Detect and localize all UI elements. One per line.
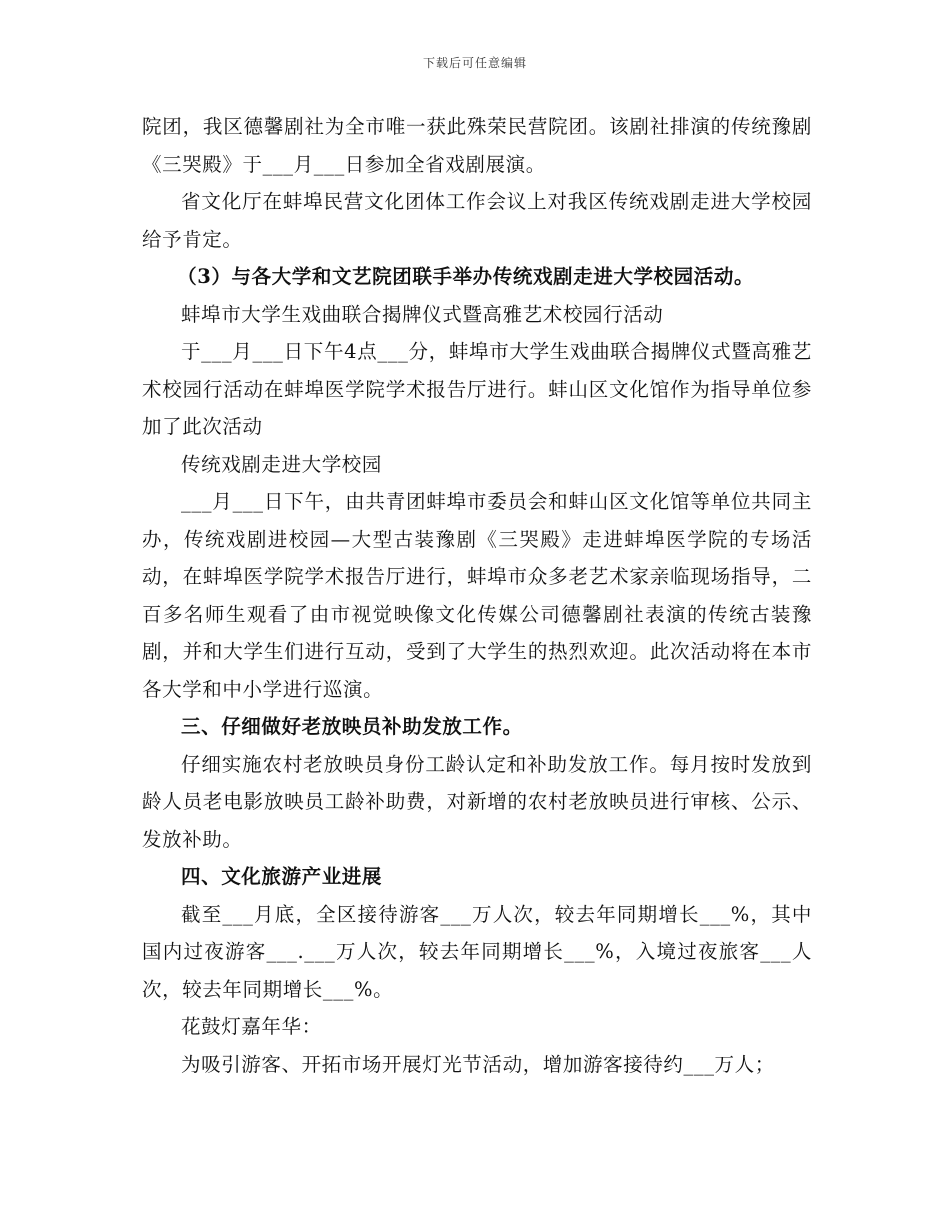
paragraph: ___月___日下午，由共青团蚌埠市委员会和蚌山区文化馆等单位共同主办，传统戏剧进校园—大型古装豫剧《三哭殿》走进蚌埠医学院的专场活动，在蚌埠医学院学术报告厅进行，蚌埠市众多老艺术家亲临现场指导，二百多名师生观看了由市视觉映像文化传媒公司德馨剧社表演的传统古装豫剧，并和大学生们进行互动，受到了大学生的热烈欢迎。此次活动将在本市各大学和中小学进行巡演。 xyxy=(142,490,812,701)
paragraph: 院团，我区德馨剧社为全市唯一获此殊荣民营院团。该剧社排演的传统豫剧《三哭殿》于___月___日参加全省戏剧展演。 xyxy=(142,115,812,176)
document-body xyxy=(142,108,812,1083)
section-heading: 三、仔细做好老放映员补助发放工作。 xyxy=(181,715,523,738)
paragraph: 花鼓灯嘉年华： xyxy=(181,1015,322,1038)
paragraph: 截至___月底，全区接待游客___万人次，较去年同期增长___%，其中国内过夜游客___.___万人次，较去年同期增长___%，入境过夜旅客___人次，较去年同期增长___%。 xyxy=(142,902,812,1001)
paragraph: 于___月___日下午4点___分，蚌埠市大学生戏曲联合揭牌仪式暨高雅艺术校园行活动在蚌埠医学院学术报告厅进行。蚌山区文化馆作为指导单位参加了此次活动 xyxy=(142,340,812,438)
page-header: 下载后可任意编辑 xyxy=(422,56,527,70)
section-heading: （3）与各大学和文艺院团联手举办传统戏剧走进大学校园活动。 xyxy=(177,265,755,288)
paragraph: 传统戏剧走进大学校园 xyxy=(181,452,383,476)
paragraph: 仔细实施农村老放映员身份工龄认定和补助发放工作。每月按时发放到龄人员老电影放映员工龄补助费，对新增的农村老放映员进行审核、公示、发放补助。 xyxy=(142,752,812,851)
paragraph: 为吸引游客、开拓市场开展灯光节活动，增加游客接待约___万人； xyxy=(181,1052,775,1076)
paragraph: 省文化厅在蚌埠民营文化团体工作会议上对我区传统戏剧走进大学校园给予肯定。 xyxy=(142,190,812,251)
paragraph: 蚌埠市大学生戏曲联合揭牌仪式暨高雅艺术校园行活动 xyxy=(181,302,664,326)
section-heading: 四、文化旅游产业进展 xyxy=(181,865,383,888)
